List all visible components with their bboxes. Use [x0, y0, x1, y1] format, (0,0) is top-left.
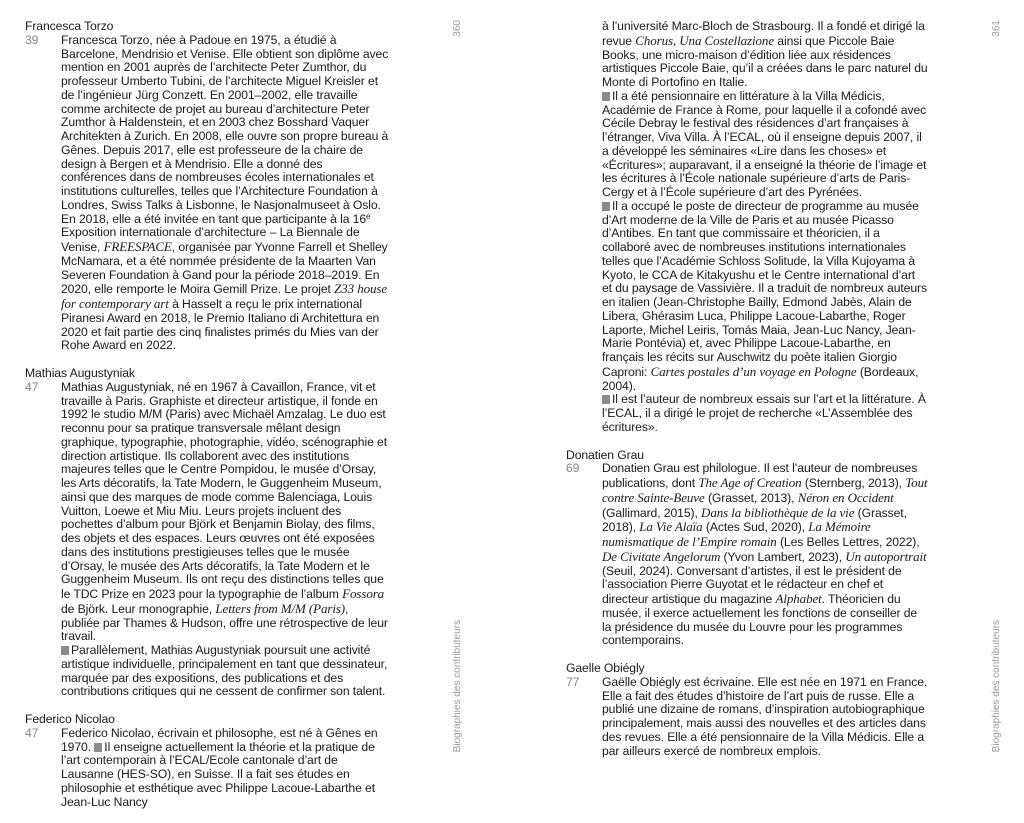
text-run: Francesca Torzo, née à Padoue en 1975, a étudié à Barcelone, Mendrisio et Venise. Elle obtient son diplôme avec mention en 2001 auprès de l’architecte Peter Zumthor, du professeur Umberto Tubini, de l’architecte Miguel Kreisler et de l’ingénieur Jürg Conzett. En 2001–2002, elle travaille comme architecte de projet au bureau d’architecture Peter Zumthor à Haldenstein, et en 2003 chez Bosshard Vaquer Architekten à Zurich. En 2008, elle ouvre son propre bureau à Gênes. Depuis 2017, elle est professeure de la chaire de design à Bergen et à Mendrisio. Elle a donné des conférences dans de nombreuses écoles internationales et institutions culturelles, telles que l’Architecture Foundation à Londres, Swiss Talks à Lisbonne, le Nasjonalmuseet à Oslo. En 2018, elle a été invitée en tant que participante à la 16 [61, 32, 389, 226]
bio-paragraph [25, 381, 390, 644]
text-run: Il enseigne actuellement la théorie et la pratique de l’art contemporain à l’ECAL/Ecole cantonale d’art de Lausanne (HES-SO), en Suisse. Il a fait ses études en philosophie et esthétique avec Philippe Lacoue-Labarthe et Jean-Luc Nancy [61, 739, 376, 809]
left-running-head: Biographies des contributeurs [452, 619, 463, 752]
contributor-name: Francesca Torzo [25, 19, 114, 33]
text-run: Il a occupé le poste de directeur de programme au musée d’Art moderne de la Ville de Paris et au musée Picasso d’Antibes. En tant que commissaire et théoricien, il a collaboré avec de nombreuses institutions internationales telles que l’Académie Schloss Solitude, la Villa Kujoyama à Kyoto, le CCA de Kitakyushu et le Centre international d’art et du paysage de Vassivière. Il a traduit de nombreux auteurs en italien (Jean-Christophe Bailly, Edmond Jabès, Alain de Libera, Ghérasim Luca, Philippe Lacoue-Labarthe, Roger Laporte, Michel Leiris, Tomás Maia, Jean-Luc Nancy, Jean-Marie Pontévia) et, avec Philippe Lacoue-Labarthe, en français les récits sur Auschwitz du poète italien Giorgio Caproni: [602, 198, 927, 379]
left-page-number: 360 [452, 20, 463, 37]
paragraph-marker-icon [602, 395, 610, 404]
text-run: . Théoricien du musée, il exerce actuellement les fonctions de conseiller de la présidence du musée du Louvre pour les programmes contemporains. [602, 592, 918, 648]
italic-title: Cartes postales d’un voyage en Pologne [650, 363, 857, 379]
bio-paragraph [25, 727, 390, 810]
italic-title: Fossora [342, 586, 385, 601]
bio-paragraph [566, 200, 928, 394]
text-run: (Gallimard, 2015), [602, 505, 702, 520]
paragraph-marker-icon [602, 92, 610, 101]
contributor-name: Federico Nicolao [25, 712, 115, 726]
text-run: (Yvon Lambert, 2023), [720, 549, 846, 564]
contributor-name: Mathias Augustyniak [25, 366, 135, 380]
text-run: (Grasset, 2013), [704, 490, 798, 505]
right-running-head: Biographies des contributeurs [991, 619, 1002, 752]
italic-title: Alphabet [775, 591, 822, 606]
right-page-column [566, 20, 928, 772]
contributor-name: Donatien Grau [566, 447, 644, 462]
bio-paragraph [25, 644, 390, 699]
superscript: e [366, 211, 371, 221]
contributor-entry [25, 367, 390, 699]
italic-title: Letters from M/M (Paris) [215, 600, 346, 616]
page-reference: 77 [566, 674, 580, 689]
italic-title: La Mémoire numismatique de l’Empire romain [602, 519, 871, 549]
bio-paragraph [566, 90, 928, 200]
page-reference: 39 [25, 32, 39, 47]
page-reference: 47 [25, 725, 39, 740]
contributor-name: Gaelle Obiégly [566, 661, 645, 675]
bio-paragraph [566, 393, 928, 434]
italic-title: Dans la bibliothèque de la vie [701, 504, 855, 520]
italic-title: The Age of Creation [698, 475, 802, 490]
page-reference: 47 [25, 379, 39, 394]
italic-title: Néron en Occident [797, 489, 894, 505]
text-run: Exposition internationale d’architecture – La Biennale de Venise, [61, 225, 360, 254]
text-run: (Seuil, 2024). Conversant d’artistes, il est le président de l’association Pierre Guyotat et le rédacteur en chef et directeur artistique du magazine [602, 563, 902, 606]
text-run: Parallèlement, Mathias Augustyniak poursuit une activité artistique individuelle, principalement en tant que dessinateur, marquée par des expositions, des publications et des contributions critiques qui ne cessent de confirmer son talent. [61, 643, 388, 699]
text-run: Federico Nicolao, écrivain et philosophe, est né à Gênes en 1970. [61, 725, 378, 754]
italic-title: Chorus, Una Costellazione [635, 32, 774, 48]
italic-title: Tout contre Sainte-Beuve [602, 475, 928, 505]
contributor-entry [25, 20, 390, 353]
text-run: , organisée par Yvonne Farrell et Shelley McNamara, et a été nommée présidente de la Maarten Van Severen Foundation à Gand pour la période 2018–2019. En 2020, elle remporte le Moira Gemill Prize. Le projet [61, 240, 388, 297]
text-run: de Björk. Leur monographie, [61, 601, 216, 616]
contributor-entry [25, 713, 390, 809]
text-run: à Hasselt a reçu le prix international Piranesi Award en 2018, le Premio Italiano di Architettura en 2020 et fait partie des cinq finalistes primés du Mies van der Rohe Award en 2022. [61, 297, 380, 353]
italic-title: Un autoportrait [845, 548, 927, 564]
text-run: , publiée par Thames & Hudson, offre une rétrospective de leur travail. [61, 601, 388, 644]
paragraph-marker-icon [602, 202, 610, 211]
text-run: Mathias Augustyniak, né en 1967 à Cavaillon, France, vit et travaille à Paris. Graphiste et directeur artistique, il fonde en 1992 le studio M/M (Paris) avec Michaël Amzalag. Le duo est reconnu pour sa pratique transversale mêlant design graphique, typographie, photographie, vidéo, scénographie et direction artistique. Ils collaborent avec des institutions majeures telles que le Centre Pompidou, le musée d’Orsay, les Arts décoratifs, la Tate Modern, le Guggenheim Museum, ainsi que des marques de mode comme Balenciaga, Louis Vuitton, Loewe et Miu Miu. Leurs projets incluent des pochettes d’album pour Björk et Benjamin Biolay, des films, des objets et des espaces. Leurs œuvres ont été exposées dans des institutions prestigieuses telles que le musée d’Orsay, le musée des Arts décoratifs, la Tate Modern et le Guggenheim Museum. Ils ont reçu des distinctions telles que le TDC Prize en 2023 pour la typographie de l’album [61, 379, 388, 601]
text-run: (Sternberg, 2013), [801, 476, 906, 490]
text-run: (Les Belles Lettres, 2022), [776, 535, 920, 549]
page-reference: 69 [566, 461, 580, 476]
text-run: Gaëlle Obiégly est écrivaine. Elle est née en 1971 en France. Elle a fait des études d’histoire de l’art puis de russe. Elle a publié une dizaine de romans, d’inspiration autobiographique principalement, mais aussi des nouvelles et des articles dans des revues. Elle a été pensionnaire de la Villa Médicis. Elle a par ailleurs exercé de nombreux emplois. [602, 674, 928, 758]
text-run: (Actes Sud, 2020), [702, 520, 809, 535]
paragraph-marker-icon [61, 646, 69, 655]
paragraph-marker-icon [94, 743, 102, 752]
right-page-number: 361 [991, 20, 1002, 37]
italic-title: De Civitate Angelorum [602, 548, 721, 564]
text-run: ainsi que Piccole Baie Books, une micro-maison d’édition liée aux résidences artistiques Piccole Baie, qu’il a créées dans le parc naturel du Monte di Portofino en Italie. [602, 33, 928, 89]
contributor-entry [566, 449, 928, 649]
italic-title: La Vie Alaïa [639, 519, 703, 535]
italic-title: Z33 house for contemporary art [61, 281, 388, 311]
bio-paragraph [566, 676, 928, 759]
text-run: Il a été pensionnaire en littérature à la Villa Médicis, Académie de France à Rome, pour laquelle il a cofondé avec Cécile Debray le festival des résidences d’art françaises à l’étranger, Viva Villa. À l’ECAL, où il enseigne depuis 2007, il a développé les séminaires «Lire dans les choses» et «Écritures»; auparavant, il a enseigné la théorie de l’image et les écritures à l’École nationale supérieure d’arts de Paris-Cergy et à l’École supérieure d’art des Pyrénées. [602, 88, 927, 199]
text-run: Donatien Grau est philologue. Il est l’auteur de nombreuses publications, dont [602, 461, 918, 490]
italic-title: FREESPACE [103, 239, 172, 254]
text-run: Il est l’auteur de nombreux essais sur l’art et la littérature. À l’ECAL, il a dirigé le projet de recherche «L’Assemblée des écritures». [602, 392, 926, 434]
left-page-column [25, 20, 390, 823]
contributor-entry [566, 20, 928, 435]
text-run: (Bordeaux, 2004). [602, 364, 919, 393]
bio-paragraph [566, 20, 928, 90]
bio-paragraph [566, 462, 928, 648]
text-run: à l’université Marc-Bloch de Strasbourg. Il a fondé et dirigé la revue [602, 19, 925, 48]
bio-paragraph [25, 34, 390, 353]
text-run: (Grasset, 2018), [602, 505, 907, 535]
contributor-entry [566, 662, 928, 758]
